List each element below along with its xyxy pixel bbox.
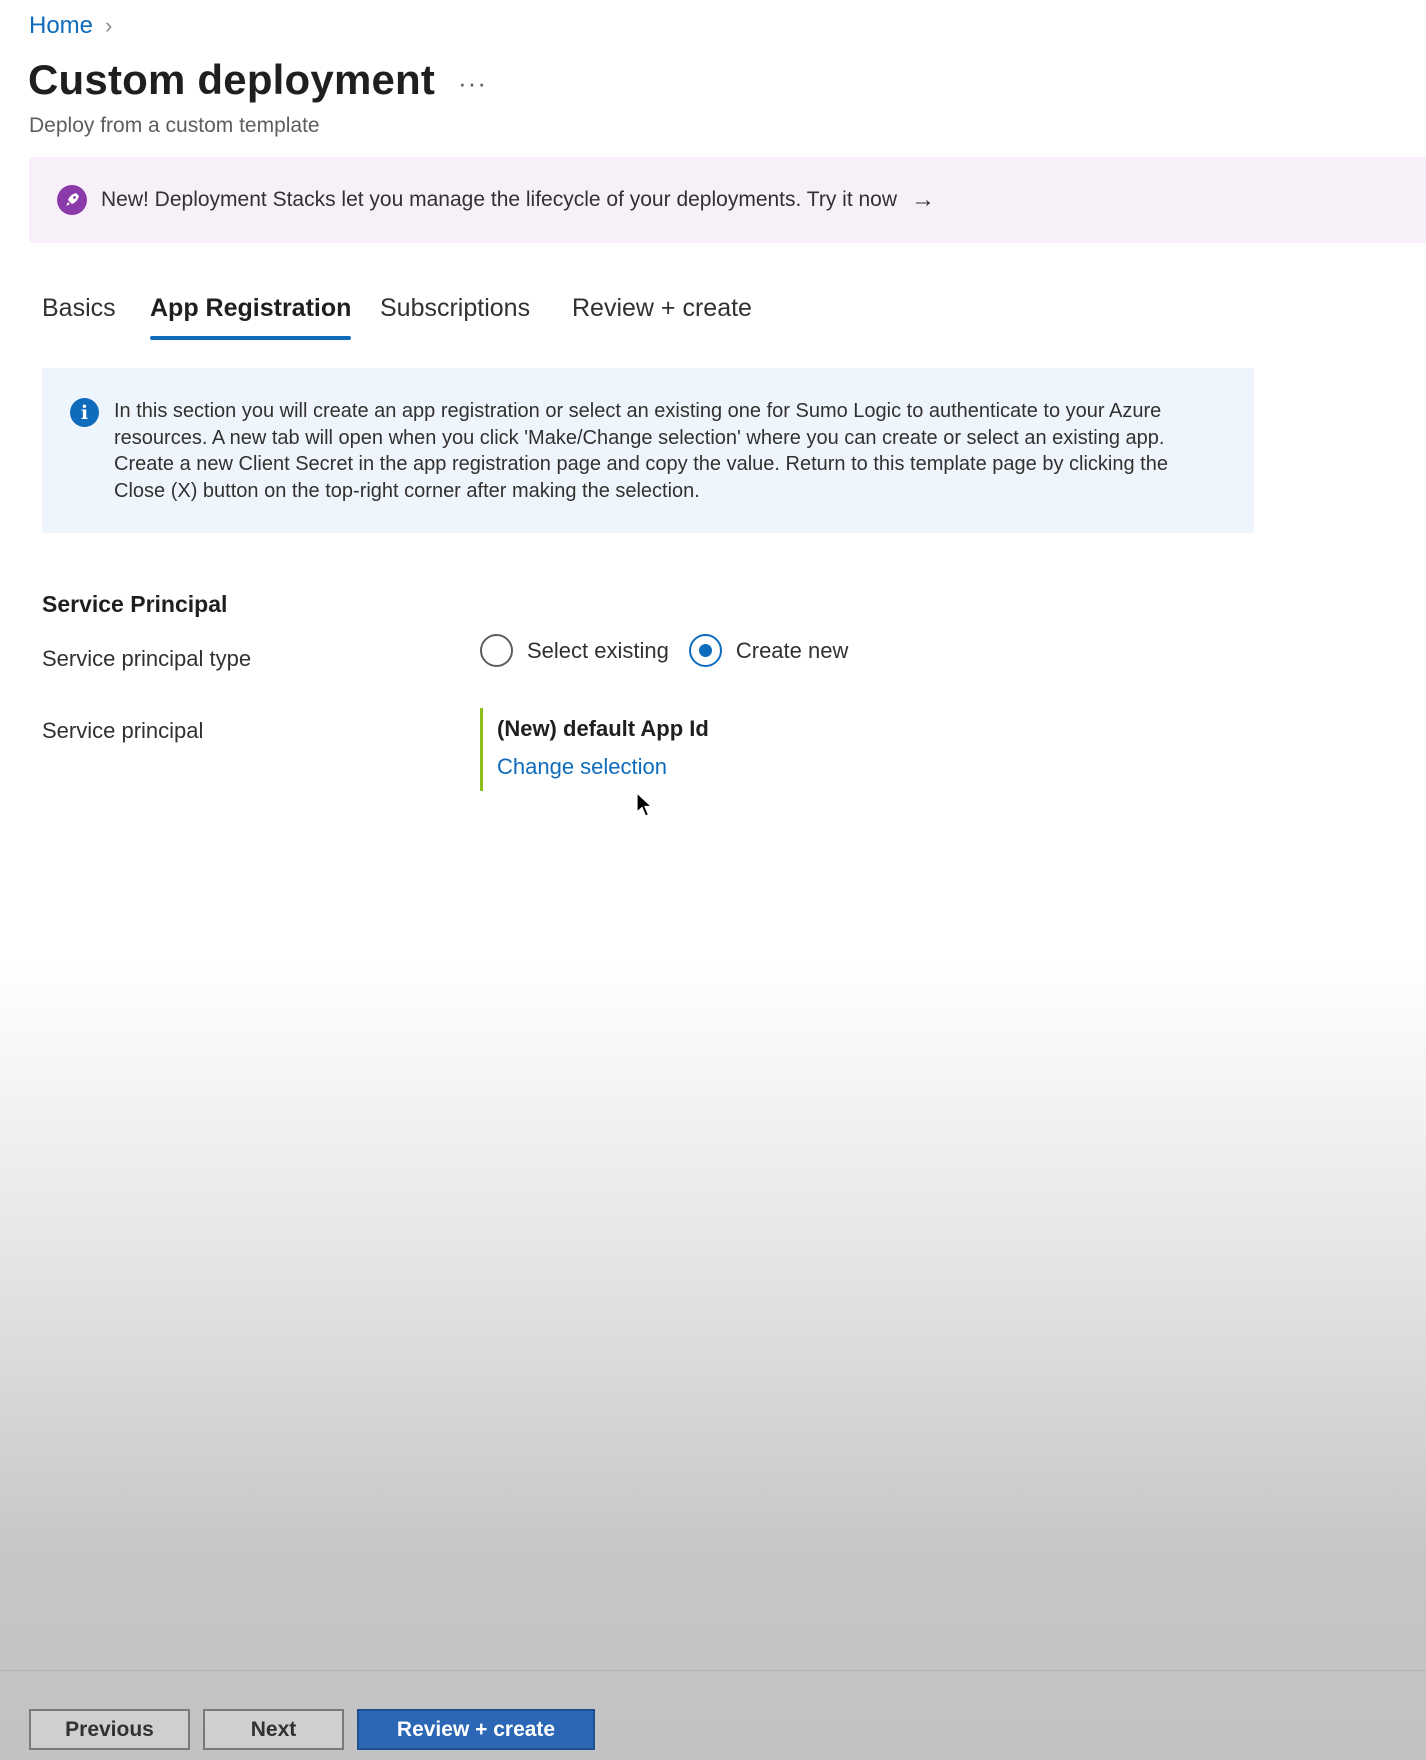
service-principal-type-radio-group xyxy=(480,634,848,667)
breadcrumb-home-link[interactable]: Home xyxy=(29,12,94,39)
radio-checked-icon[interactable] xyxy=(689,634,722,667)
radio-unchecked-icon[interactable] xyxy=(480,634,513,667)
previous-button[interactable]: Previous xyxy=(29,1709,190,1750)
page-subtitle: Deploy from a custom template xyxy=(29,114,320,137)
radio-select-existing[interactable] xyxy=(480,634,669,667)
info-icon: i xyxy=(70,398,99,427)
review-create-button[interactable]: Review + create xyxy=(357,1709,595,1750)
breadcrumb xyxy=(29,12,112,40)
tab-review-create[interactable]: Review + create xyxy=(572,294,752,322)
more-options-icon[interactable]: ··· xyxy=(458,68,487,98)
wizard-footer xyxy=(0,1670,1426,1760)
radio-label: Select existing xyxy=(527,637,669,663)
service-principal-value: (New) default App Id xyxy=(497,716,709,741)
service-principal-label: Service principal xyxy=(42,718,204,743)
change-selection-link[interactable]: Change selection xyxy=(497,754,668,779)
tab-basics[interactable]: Basics xyxy=(42,294,116,322)
rocket-icon xyxy=(57,185,87,215)
page-title: Custom deployment xyxy=(28,56,436,103)
promo-text: New! Deployment Stacks let you manage the lifecycle of your deployments. Try it now xyxy=(101,188,898,211)
promo-banner xyxy=(29,157,1426,243)
service-principal-selection xyxy=(480,708,880,791)
tab-app-registration[interactable]: App Registration xyxy=(150,294,352,322)
next-button[interactable]: Next xyxy=(203,1709,344,1750)
arrow-right-icon[interactable]: → xyxy=(911,186,936,213)
info-box xyxy=(42,368,1254,533)
radio-label: Create new xyxy=(735,637,849,663)
service-principal-type-label: Service principal type xyxy=(42,646,252,671)
info-text: In this section you will create an app registration or select an existing one for Sumo Logic to authenticate to your Azure resources. A new tab will open when you click 'Make/Change selection' where you can create or select an existing app. Create a new Client Secret in the app registration page and copy the value. Return to this template page by clicking the Close (X) button on the top-right corner after making the selection. xyxy=(114,400,1168,502)
section-heading: Service Principal xyxy=(42,591,228,617)
radio-create-new[interactable] xyxy=(689,634,849,667)
mouse-pointer-icon xyxy=(636,792,654,818)
tab-subscriptions[interactable]: Subscriptions xyxy=(380,294,531,322)
chevron-right-icon: › xyxy=(105,13,113,38)
